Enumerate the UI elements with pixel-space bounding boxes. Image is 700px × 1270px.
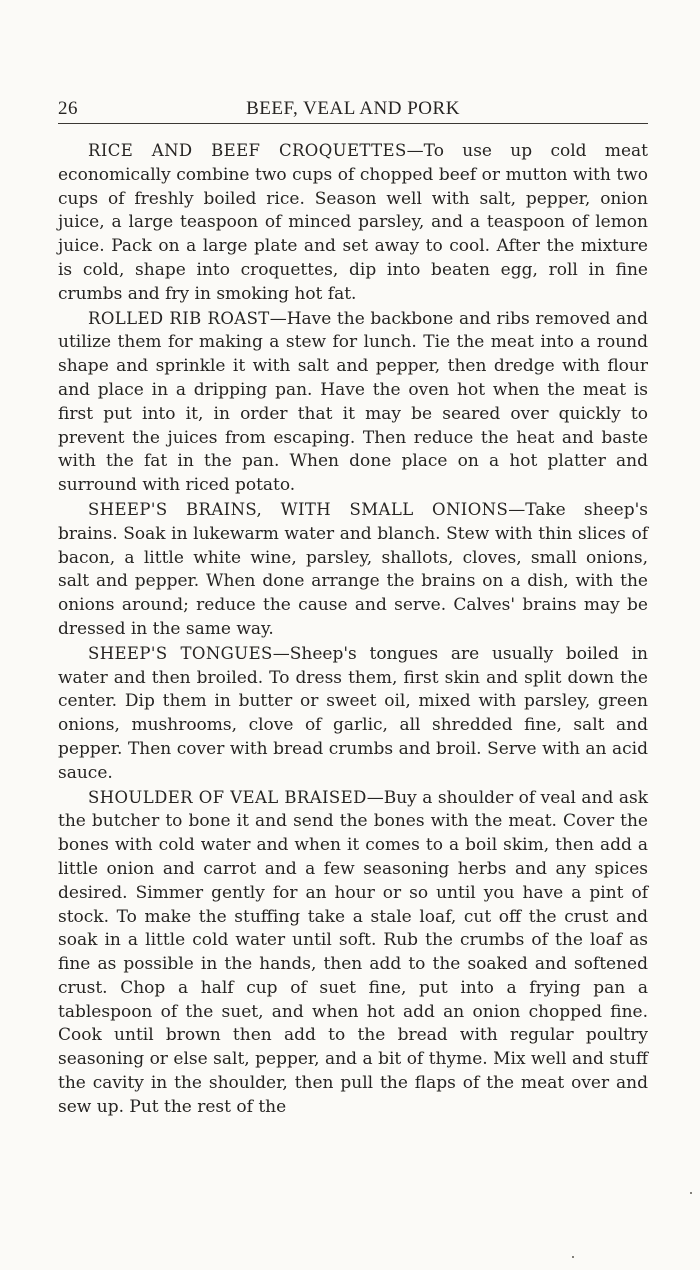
recipe-text: —Sheep's tongues are usually boiled in water and then broiled. To dress them, first skin and split down the center. Dip them in butter or sweet oil, mixed with parsley, green onions, mushrooms, clove of garlic, all shredded fine, salt and pepper. Then cover with bread crumbs and broil. Serve with an acid sauce. — [58, 643, 649, 783]
recipe-sheeps-tongues — [58, 642, 648, 786]
running-header — [58, 96, 648, 122]
book-page — [58, 96, 648, 1120]
paper-speck — [572, 1256, 574, 1258]
recipe-heading: RICE AND BEEF CROQUETTES — [88, 141, 407, 160]
header-rule — [58, 123, 648, 124]
recipe-shoulder-of-veal-braised — [58, 786, 648, 1120]
recipe-text: —To use up cold meat economically combine two cups of chopped beef or mutton with two cups of freshly boiled rice. Season well with salt, pepper, onion juice, a large teaspoon of minced parsley, and a teaspoon of lemon juice. Pack on a large plate and set away to cool. After the mixture is cold, shape into croquettes, dip into beaten egg, roll in fine crumbs and fry in smoking hot fat. — [58, 141, 648, 304]
recipe-heading: ROLLED RIB ROAST — [88, 308, 270, 328]
running-title: BEEF, VEAL AND PORK — [246, 98, 460, 119]
recipe-heading: SHEEP'S BRAINS, WITH SMALL ONIONS — [88, 499, 509, 519]
recipe-rolled-rib-roast — [58, 307, 648, 498]
recipe-sheeps-brains — [58, 498, 648, 642]
recipe-heading: SHEEP'S TONGUES — [88, 643, 273, 663]
recipe-text: —Take sheep's brains. Soak in lukewarm water and blanch. Stew with thin slices of bacon, a little white wine, parsley, shallots, cloves, small onions, salt and pepper. When done arrange the brains on a dish, with the onions around; reduce the cause and serve. Calves' brains may be dressed in the same way. — [58, 499, 648, 639]
recipe-rice-and-beef-croquettes — [58, 139, 648, 307]
recipe-text: —Have the backbone and ribs removed and utilize them for making a stew for lunch. Tie the meat into a round shape and sprinkle it with salt and pepper, then dredge with flour and place in a dripping pan. Have the oven hot when the meat is first put into it, in order that it may be seared over quickly to prevent the juices from escaping. Then reduce the heat and baste with the fat in the pan. When done place on a hot platter and surround with riced potato. — [58, 308, 648, 496]
paper-speck — [690, 1192, 692, 1194]
recipe-heading: SHOULDER OF VEAL BRAISED — [88, 787, 367, 807]
recipe-text: —Buy a shoulder of veal and ask the butcher to bone it and send the bones with the meat. Cover the bones with cold water and when it comes to a boil skim, then add a little onion and carrot and a few seasoning herbs and any spices desired. Simmer gently for an hour or so until you have a pint of stock. To make the stuffing take a stale loaf, cut off the crust and soak in a little cold water until soft. Rub the crumbs of the loaf as fine as possible in the hands, then add to the soaked and softened crust. Chop a half cup of suet fine, put into a frying pan a tablespoon of the suet, and when hot add an onion chopped fine. Cook until brown then add to the bread with regular poultry seasoning or else salt, pepper, and a bit of thyme. Mix well and stuff the cavity in the shoulder, then pull the flaps of the meat over and sew up. Put the rest of the — [58, 787, 648, 1117]
page-number: 26 — [58, 98, 78, 119]
